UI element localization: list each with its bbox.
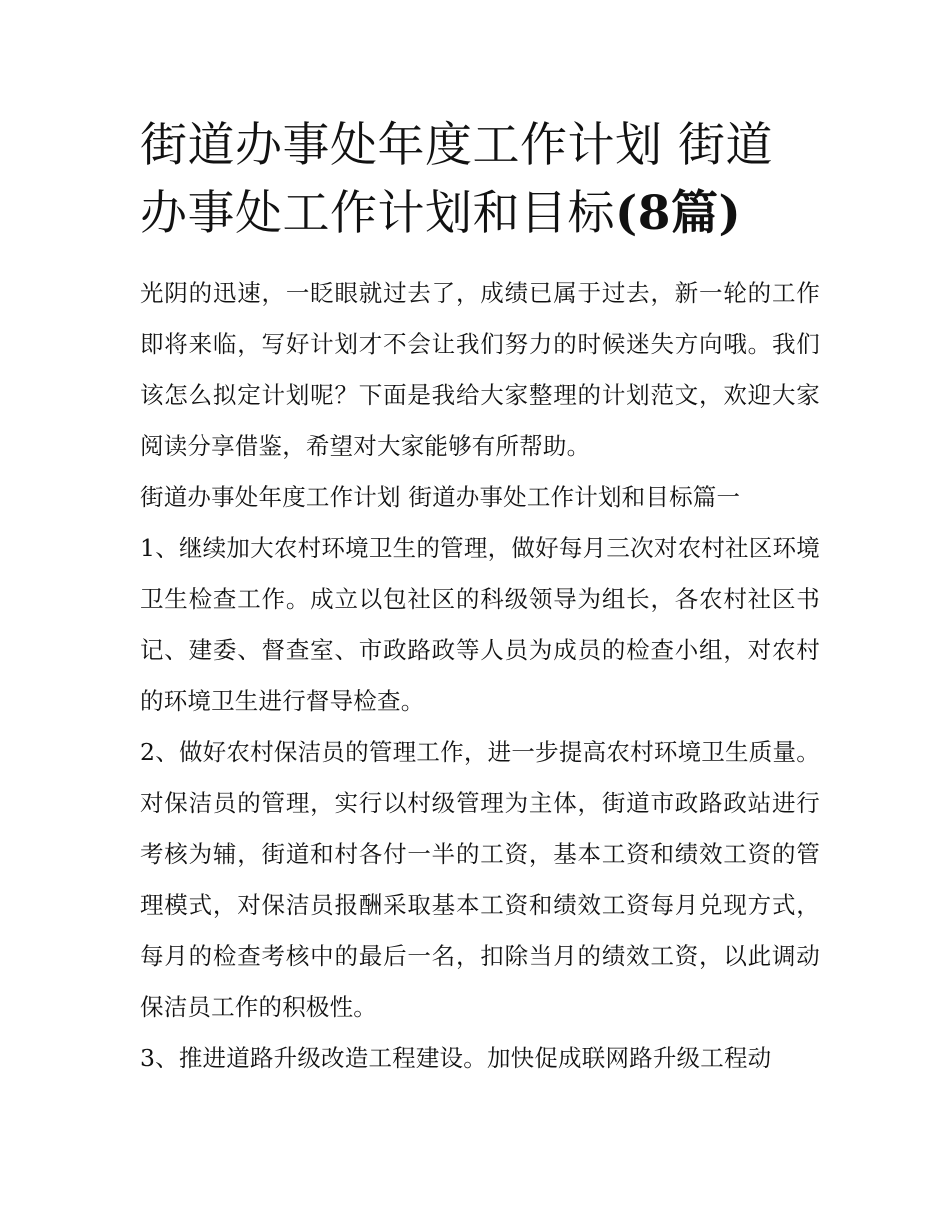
- body-paragraph-1: 1、继续加大农村环境卫生的管理，做好每月三次对农村社区环境卫生检查工作。成立以包社区的科级领导为组长，各农村社区书记、建委、督查室、市政路政等人员为成员的检查小组，对农村的环境卫生进行督导检查。: [140, 534, 820, 715]
- body-paragraph-3: 3、推进道路升级改造工程建设。加快促成联网路升级工程动: [140, 1044, 772, 1072]
- document-title: 街道办事处年度工作计划 街道办事处工作计划和目标(8篇): [140, 118, 773, 241]
- intro-paragraph: 光阴的迅速，一眨眼就过去了，成绩已属于过去，新一轮的工作即将来临，写好计划才不会让我们努力的时候迷失方向哦。我们该怎么拟定计划呢？下面是我给大家整理的计划范文，欢迎大家阅读分享借鉴，希望对大家能够有所帮助。: [140, 279, 820, 460]
- section-heading: 街道办事处年度工作计划 街道办事处工作计划和目标篇一: [140, 483, 741, 511]
- document-page: [140, 112, 820, 1084]
- body-paragraph-2: 2、做好农村保洁员的管理工作，进一步提高农村环境卫生质量。对保洁员的管理，实行以村级管理为主体，街道市政路政站进行考核为辅，街道和村各付一半的工资，基本工资和绩效工资的管理模式，对保洁员报酬采取基本工资和绩效工资每月兑现方式，每月的检查考核中的最后一名，扣除当月的绩效工资，以此调动保洁员工作的积极性。: [140, 738, 820, 1021]
